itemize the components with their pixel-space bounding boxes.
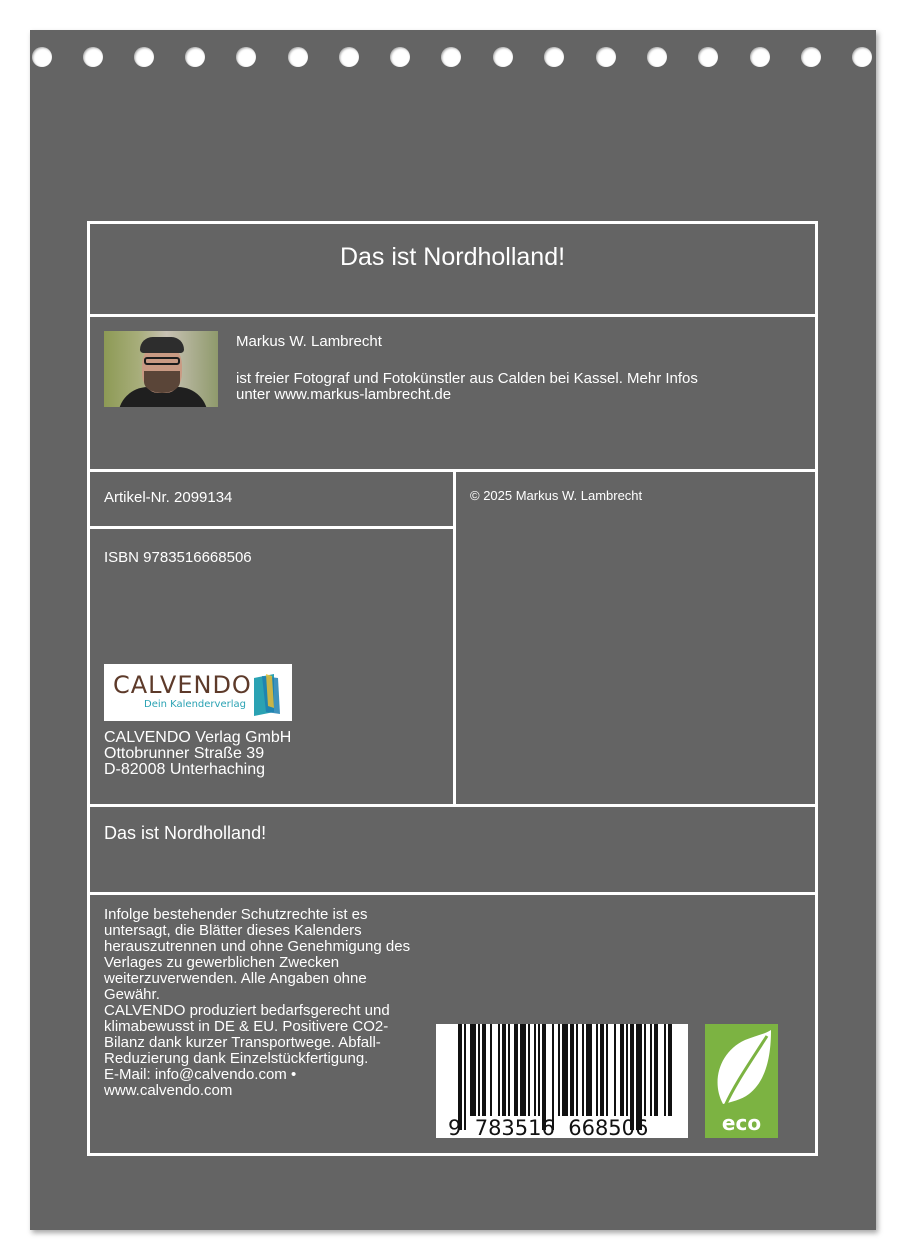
leaf-icon <box>705 1024 778 1114</box>
title-box <box>87 221 818 317</box>
legal-line: herauszutrennen und ohne Genehmigung des <box>104 938 411 955</box>
legal-line: Reduzierung dank Einzelstückfertigung. <box>104 1050 369 1067</box>
binding-hole <box>852 47 872 67</box>
photo-glasses <box>144 357 180 365</box>
binding-hole <box>83 47 103 67</box>
barcode-bar <box>636 1024 642 1130</box>
barcode-bar <box>534 1024 536 1116</box>
barcode-bar <box>620 1024 624 1116</box>
barcode-bar <box>570 1024 574 1116</box>
logo-page-icon <box>252 672 282 718</box>
legal-line: untersagt, die Blätter dieses Kalenders <box>104 922 362 939</box>
calvendo-logo <box>104 664 292 721</box>
barcode-bar <box>470 1024 476 1116</box>
barcode-bar <box>576 1024 578 1116</box>
copyright-box <box>453 469 818 807</box>
binding-hole <box>390 47 410 67</box>
binding-hole <box>32 47 52 67</box>
legal-line: www.calvendo.com <box>104 1082 233 1099</box>
barcode-bar <box>586 1024 592 1116</box>
subtitle-box <box>87 804 818 895</box>
legal-line: E-Mail: info@calvendo.com • <box>104 1066 297 1083</box>
binding-hole <box>596 47 616 67</box>
binding-hole <box>339 47 359 67</box>
legal-line: Verlages zu gewerblichen Zwecken <box>104 954 340 971</box>
barcode-bar <box>614 1024 616 1116</box>
barcode-bar <box>502 1024 506 1116</box>
barcode-bar <box>528 1024 530 1116</box>
photo-hat <box>140 337 184 353</box>
barcode-bar <box>490 1024 492 1116</box>
legal-text <box>104 907 410 1099</box>
barcode-bar <box>582 1024 584 1116</box>
publisher-address-line-2: Ottobrunner Straße 39 <box>104 745 265 762</box>
barcode-bar <box>562 1024 568 1116</box>
isbn: ISBN 9783516668506 <box>104 549 252 566</box>
author-bio-line-1: ist freier Fotograf und Fotokünstler aus Calden bei Kassel. Mehr Infos <box>236 370 698 387</box>
barcode-bar <box>650 1024 652 1116</box>
isbn-barcode <box>436 1024 688 1138</box>
copyright-notice: © 2025 Markus W. Lambrecht <box>470 488 643 503</box>
binding-hole <box>441 47 461 67</box>
binding-hole <box>493 47 513 67</box>
author-name: Markus W. Lambrecht <box>236 333 382 350</box>
binding-hole <box>647 47 667 67</box>
legal-line: klimabewusst in DE & EU. Positivere CO2- <box>104 1018 389 1035</box>
barcode-bar <box>558 1024 560 1116</box>
barcode-bar <box>464 1024 466 1130</box>
logo-tagline: Dein Kalenderverlag <box>144 699 246 710</box>
barcode-bar <box>538 1024 540 1116</box>
photo-beard <box>144 371 180 393</box>
binding-hole <box>698 47 718 67</box>
barcode-digits: 9 783516 668506 <box>448 1116 649 1140</box>
barcode-bar <box>596 1024 598 1116</box>
eco-label: eco <box>721 1111 762 1135</box>
calendar-subtitle: Das ist Nordholland! <box>104 823 267 843</box>
binding-hole <box>134 47 154 67</box>
article-number: Artikel-Nr. 2099134 <box>104 489 233 506</box>
legal-line: CALVENDO produziert bedarfsgerecht und <box>104 1002 390 1019</box>
publisher-address-line-3: D-82008 Unterhaching <box>104 761 265 778</box>
barcode-bar <box>520 1024 526 1116</box>
legal-line: weiterzuverwenden. Alle Angaben ohne <box>104 970 367 987</box>
author-bio-line-2: unter www.markus-lambrecht.de <box>236 386 452 403</box>
legal-line: Gewähr. <box>104 986 160 1003</box>
barcode-bar <box>664 1024 666 1116</box>
publisher-address-line-1: CALVENDO Verlag GmbH <box>104 729 292 746</box>
barcode-bar <box>668 1024 672 1116</box>
barcode-bar <box>498 1024 500 1116</box>
barcode-bar <box>482 1024 486 1116</box>
barcode-bar <box>606 1024 608 1116</box>
barcode-bar <box>552 1024 554 1130</box>
barcode-bar <box>654 1024 658 1116</box>
author-photo <box>104 331 218 407</box>
eco-badge <box>705 1024 778 1138</box>
barcode-bar <box>478 1024 480 1116</box>
legal-line: Infolge bestehender Schutzrechte ist es <box>104 906 368 923</box>
barcode-bar <box>630 1024 634 1130</box>
barcode-bar <box>542 1024 546 1130</box>
binding-hole <box>801 47 821 67</box>
binding-hole <box>288 47 308 67</box>
barcode-bar <box>644 1024 646 1116</box>
barcode-bar <box>600 1024 604 1116</box>
barcode-bar <box>458 1024 462 1130</box>
barcode-bar <box>626 1024 628 1116</box>
binding-holes <box>0 0 905 80</box>
binding-hole <box>185 47 205 67</box>
legal-line: Bilanz dank kurzer Transportwege. Abfall- <box>104 1034 381 1051</box>
binding-hole <box>236 47 256 67</box>
logo-wordmark: CALVENDO <box>113 671 252 699</box>
binding-hole <box>544 47 564 67</box>
page-title: Das ist Nordholland! <box>339 243 566 271</box>
barcode-bar <box>514 1024 518 1116</box>
binding-hole <box>750 47 770 67</box>
barcode-bar <box>508 1024 510 1116</box>
